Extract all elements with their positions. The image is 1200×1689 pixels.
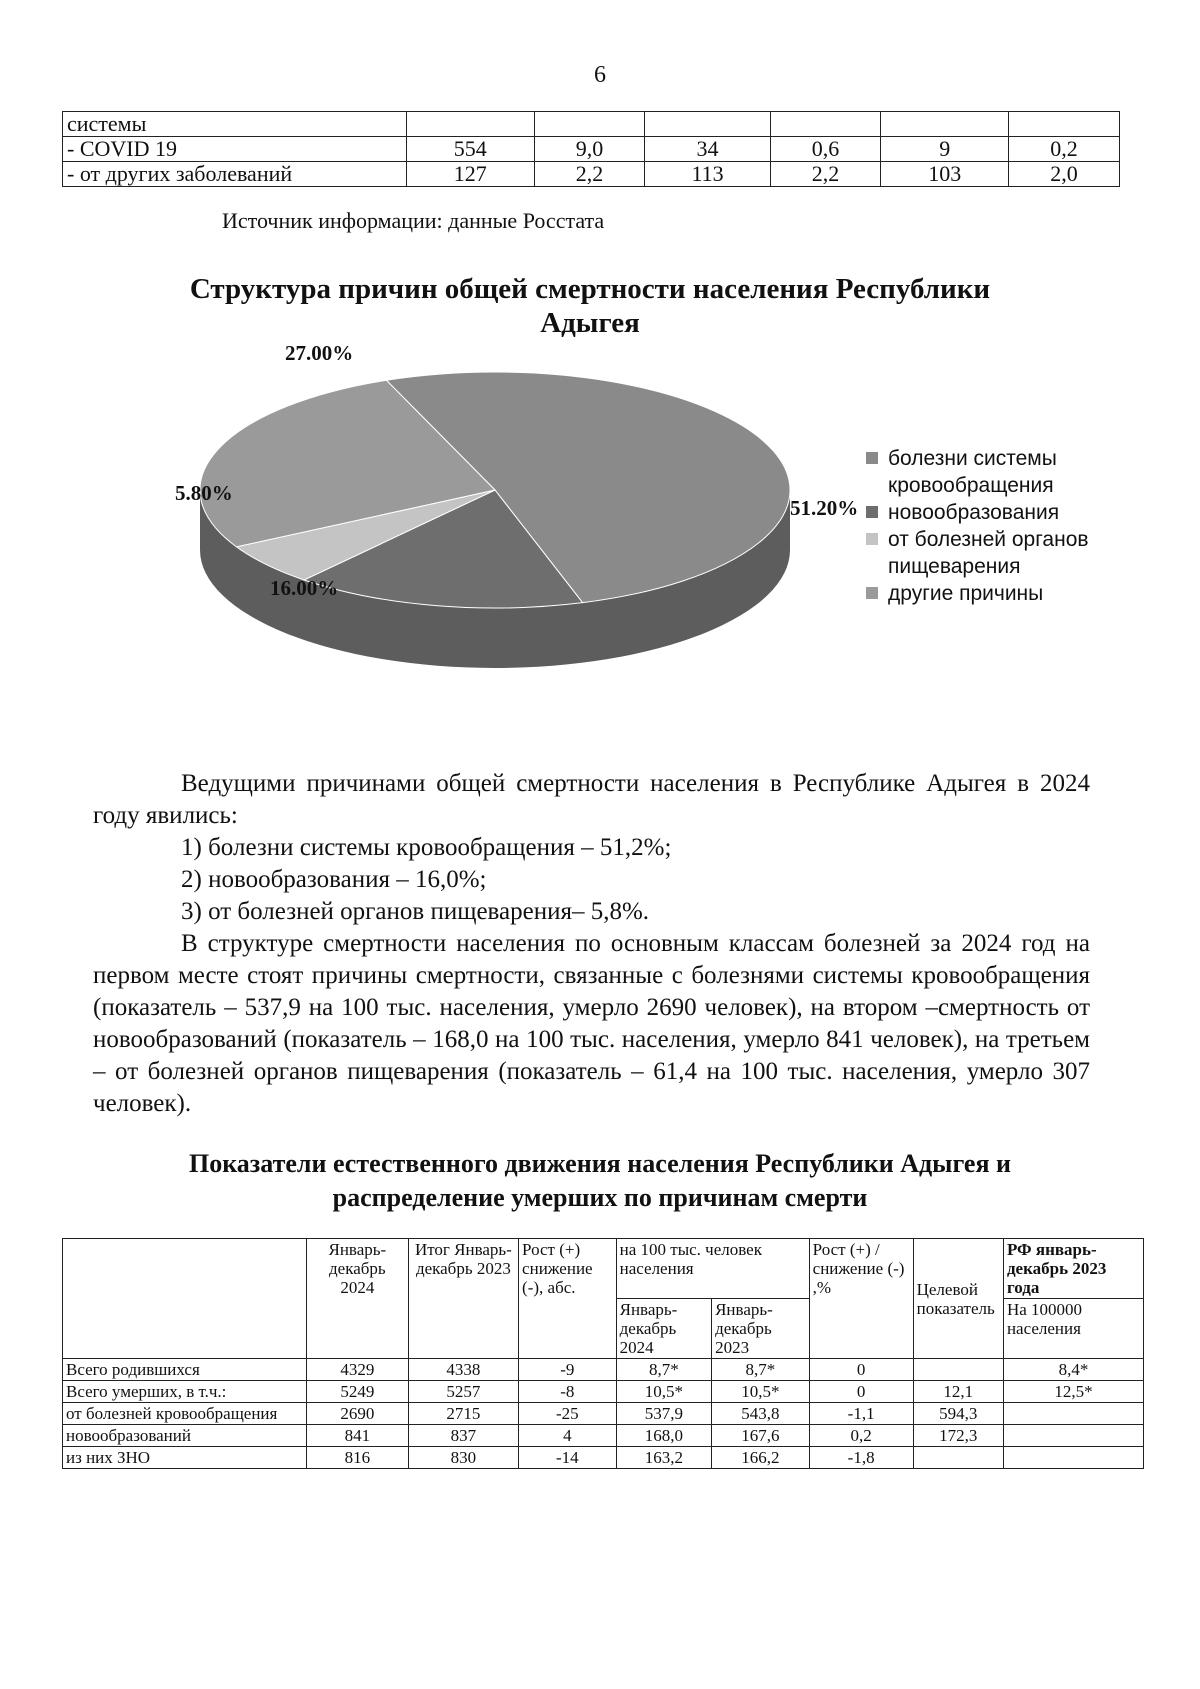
table-cell bbox=[881, 112, 1009, 137]
header-rf-2023: РФ январь-декабрь 2023 года bbox=[1003, 1239, 1143, 1299]
header-per-100k-2024: Январь-декабрь 2024 bbox=[616, 1299, 711, 1359]
table-row bbox=[63, 1359, 1144, 1381]
table-cell: 9,0 bbox=[534, 137, 645, 162]
row-label: от болезней кровообращения bbox=[63, 1403, 307, 1425]
table-row bbox=[63, 1403, 1144, 1425]
table-cell bbox=[1003, 1403, 1143, 1425]
table-cell: 554 bbox=[407, 137, 535, 162]
table-cell: 0 bbox=[809, 1381, 913, 1403]
row-label: из них ЗНО bbox=[63, 1447, 307, 1469]
table-cell: 2690 bbox=[306, 1403, 408, 1425]
row-label: - от других заболеваний bbox=[63, 162, 407, 187]
table-cell: 0,6 bbox=[770, 137, 881, 162]
row-label: Всего родившихся bbox=[63, 1359, 307, 1381]
header-per-100k: на 100 тыс. человек населения bbox=[616, 1239, 809, 1299]
header-jan-dec-2024: Январь-декабрь 2024 bbox=[306, 1239, 408, 1359]
table-cell: 2715 bbox=[408, 1403, 518, 1425]
row-label: системы bbox=[63, 112, 407, 137]
table2-title-line2: распределение умерших по причинам смерти bbox=[332, 1183, 868, 1212]
table2-title bbox=[100, 1147, 1100, 1215]
row-label: новообразований bbox=[63, 1425, 307, 1447]
table-row bbox=[63, 162, 1120, 187]
legend-swatch bbox=[866, 587, 878, 599]
table-cell: 4329 bbox=[306, 1359, 408, 1381]
table-cell bbox=[407, 112, 535, 137]
indicators-table bbox=[62, 1238, 1144, 1469]
table-cell: 4 bbox=[519, 1425, 617, 1447]
legend-item bbox=[866, 445, 1089, 499]
list-item-2: 2) новообразования – 16,0%; bbox=[181, 866, 487, 893]
page-number: 6 bbox=[594, 62, 606, 88]
table-cell: 4338 bbox=[408, 1359, 518, 1381]
table-cell: 830 bbox=[408, 1447, 518, 1469]
table-cell: 2,2 bbox=[770, 162, 881, 187]
list-item-1: 1) болезни системы кровообращения – 51,2%; bbox=[181, 834, 672, 861]
table-cell: 172,3 bbox=[913, 1425, 1003, 1447]
table-row bbox=[63, 1447, 1144, 1469]
table-cell: 10,5* bbox=[616, 1381, 711, 1403]
legend-swatch bbox=[866, 452, 878, 464]
table-cell bbox=[913, 1447, 1003, 1469]
header-target: Целевой показатель bbox=[913, 1239, 1003, 1359]
table-cell: 166,2 bbox=[712, 1447, 810, 1469]
table-cell: 837 bbox=[408, 1425, 518, 1447]
table-cell: 841 bbox=[306, 1425, 408, 1447]
legend-label: от болезней органов bbox=[888, 528, 1089, 551]
table-cell: 113 bbox=[645, 162, 770, 187]
paragraph-structure: В структуре смертности населения по основным классам болезней за 2024 год на первом месте стоят причины смертности, связанные с болезнями системы кровообращения (показатель – 537,9 на 100 тыс. населения, умерло 2690 человек), на втором –смертность от новообразований (показатель – 168,0 на 100 тыс. населения, умерло 841 человек), на третьем – от болезней органов пищеварения (показатель – 61,4 на 100 тыс. населения, умерло 307 человек). bbox=[93, 930, 1090, 1117]
source-note: Источник информации: данные Росстата bbox=[222, 208, 605, 233]
chart-title-line1: Структура причин общей смертности населения Республики bbox=[189, 273, 991, 305]
table-cell: 10,5* bbox=[712, 1381, 810, 1403]
top-table bbox=[62, 111, 1120, 187]
table-cell: 8,7* bbox=[616, 1359, 711, 1381]
table-row bbox=[63, 1381, 1144, 1403]
table-cell: 9 bbox=[881, 137, 1009, 162]
header-rf-per-100k: На 100000 населения bbox=[1003, 1299, 1143, 1359]
table-row bbox=[63, 112, 1120, 137]
pie-data-label: 16.00% bbox=[270, 576, 339, 600]
table-cell: -14 bbox=[519, 1447, 617, 1469]
table-cell: 167,6 bbox=[712, 1425, 810, 1447]
table-cell bbox=[1003, 1447, 1143, 1469]
legend-label: другие причины bbox=[888, 582, 1044, 605]
table2-title-line1: Показатели естественного движения населения Республики Адыгея и bbox=[188, 1149, 1012, 1178]
table-row bbox=[63, 137, 1120, 162]
table-cell: 12,1 bbox=[913, 1381, 1003, 1403]
table-cell: 12,5* bbox=[1003, 1381, 1143, 1403]
row-label: Всего умерших, в т.ч.: bbox=[63, 1381, 307, 1403]
legend-item bbox=[866, 580, 1089, 607]
list-item-3: 3) от болезней органов пищеварения– 5,8%. bbox=[181, 898, 650, 925]
table-cell: 34 bbox=[645, 137, 770, 162]
table-cell: 8,4* bbox=[1003, 1359, 1143, 1381]
table-cell bbox=[1003, 1425, 1143, 1447]
table-cell: 594,3 bbox=[913, 1403, 1003, 1425]
legend-label: новообразования bbox=[888, 501, 1060, 524]
table-cell: 0,2 bbox=[809, 1425, 913, 1447]
table-cell: 168,0 bbox=[616, 1425, 711, 1447]
pie-data-label: 5.80% bbox=[175, 481, 233, 505]
legend-swatch bbox=[866, 506, 878, 518]
table-cell: 8,7* bbox=[712, 1359, 810, 1381]
table-cell: 537,9 bbox=[616, 1403, 711, 1425]
pie-data-label: 51.20% bbox=[790, 496, 859, 520]
table-cell: -1,8 bbox=[809, 1447, 913, 1469]
table-cell: -9 bbox=[519, 1359, 617, 1381]
pie-chart bbox=[150, 340, 859, 700]
table-cell bbox=[534, 112, 645, 137]
legend-swatch bbox=[866, 533, 878, 545]
header-per-100k-2023: Январь-декабрь 2023 bbox=[712, 1299, 810, 1359]
table-cell: 127 bbox=[407, 162, 535, 187]
table-cell: 816 bbox=[306, 1447, 408, 1469]
table-cell bbox=[1009, 112, 1120, 137]
legend-label: кровообращения bbox=[888, 474, 1054, 497]
header-empty bbox=[63, 1239, 307, 1359]
chart-legend bbox=[866, 445, 1089, 607]
row-label: - COVID 19 bbox=[63, 137, 407, 162]
table-cell: 2,2 bbox=[534, 162, 645, 187]
table-cell: 0,2 bbox=[1009, 137, 1120, 162]
table-cell: 103 bbox=[881, 162, 1009, 187]
legend-label: пищеварения bbox=[888, 555, 1021, 578]
header-growth-abs: Рост (+) снижение (-), абс. bbox=[519, 1239, 617, 1359]
table-cell: 2,0 bbox=[1009, 162, 1120, 187]
legend-label: болезни системы bbox=[888, 447, 1057, 470]
table-cell: -25 bbox=[519, 1403, 617, 1425]
table-cell: -1,1 bbox=[809, 1403, 913, 1425]
paragraph-intro: Ведущими причинами общей смертности населения в Республике Адыгея в 2024 году явились: bbox=[93, 770, 1090, 829]
legend-item bbox=[866, 499, 1089, 526]
header-total-2023: Итог Январь-декабрь 2023 bbox=[408, 1239, 518, 1359]
table-row bbox=[63, 1425, 1144, 1447]
pie-data-label: 27.00% bbox=[285, 341, 354, 365]
header-growth-pct: Рост (+) / снижение (-) ,% bbox=[809, 1239, 913, 1359]
table-cell bbox=[770, 112, 881, 137]
chart-title-line2: Адыгея bbox=[540, 307, 640, 339]
table-cell bbox=[913, 1359, 1003, 1381]
chart-title bbox=[160, 272, 1020, 340]
table-cell: 5257 bbox=[408, 1381, 518, 1403]
table-cell: -8 bbox=[519, 1381, 617, 1403]
legend-item bbox=[866, 526, 1089, 580]
table-cell: 0 bbox=[809, 1359, 913, 1381]
table-cell: 543,8 bbox=[712, 1403, 810, 1425]
table-cell: 5249 bbox=[306, 1381, 408, 1403]
table-cell: 163,2 bbox=[616, 1447, 711, 1469]
body-text bbox=[93, 768, 1090, 1120]
table-cell bbox=[645, 112, 770, 137]
